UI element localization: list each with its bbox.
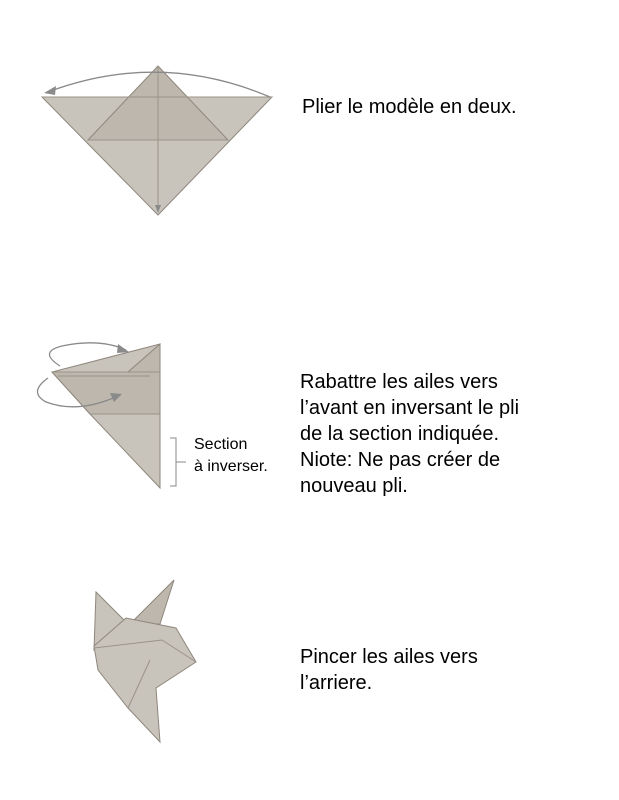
step2-instruction: Rabattre les ailes vers l’avant en inversant le pli de la section indiquée. Niote: Ne pas créer de nouveau pli.	[300, 371, 520, 497]
step3-instruction: Pincer les ailes vers l’arriere.	[300, 646, 478, 694]
section-label: Section à inverser.	[194, 436, 268, 475]
step3-paper-model	[94, 580, 196, 742]
step1-instruction: Plier le modèle en deux.	[302, 96, 517, 118]
